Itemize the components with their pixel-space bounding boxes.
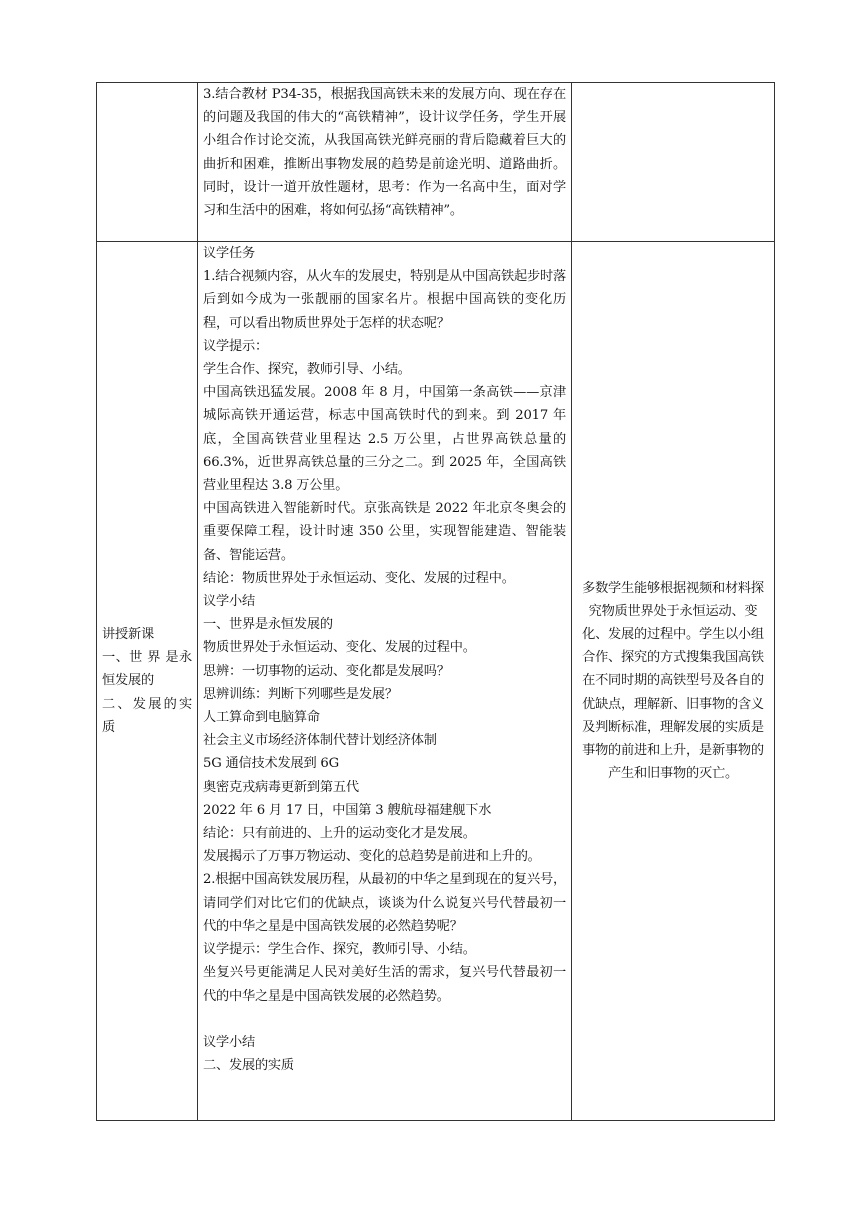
activity-paragraph: 3.结合教材 P34-35，根据我国高铁未来的发展方向、现在存在的问题及我国的伟大的“高铁精神”，设计议学任务，学生开展小组合作讨论交流，从我国高铁光鲜亮丽的背后隐藏着巨大的曲折和困难，推断出事物发展的趋势是前途光明、道路曲折。同时，设计一道开放性题材，思考：作为一名高中生，面对学习和生活中的困难，将如何弘扬“高铁精神”。 (203, 87, 566, 219)
activity-line: 议学提示：学生合作、探究，教师引导、小结。 (203, 942, 476, 958)
section-heading-1: 一、世 界 是永恒发展的 (102, 650, 192, 689)
activity-line: 2.根据中国高铁发展历程，从最初的中华之星到现在的复兴号，请同学们对比它们的优缺点，谈谈为什么说复兴号代替最初一代的中华之星是中国高铁发展的必然趋势呢？ (203, 872, 566, 934)
outcome-text: 多数学生能够根据视频和材料探究物质世界处于永恒运动、变化、发展的过程中。学生以小组合作、探究的方式搜集我国高铁在不同时期的高铁型号及各自的优缺点，理解新、旧事物的含义及判断标准，理解发展的实质是事物的前进和上升，是新事物的产生和旧事物的灭亡。 (582, 580, 764, 782)
activity-line: 学生合作、探究，教师引导、小结。 (203, 362, 411, 378)
lesson-plan-table (96, 82, 775, 1121)
activity-line: 物质世界处于永恒运动、变化、发展的过程中。 (203, 640, 476, 656)
activity-line: 社会主义市场经济体制代替计划经济体制 (203, 733, 437, 749)
activity-line: 思辨训练：判断下列哪些是发展？ (203, 686, 398, 702)
outcome-cell (572, 83, 775, 242)
outcome-cell (572, 242, 775, 1121)
blank-line (203, 1008, 566, 1031)
activity-line: 二、发展的实质 (203, 1058, 294, 1074)
activity-line: 2022 年 6 月 17 日，中国第 3 艘航母福建舰下水 (203, 802, 492, 818)
activity-line: 议学任务 (203, 246, 255, 261)
section-cell (97, 242, 198, 1121)
activity-line: 中国高铁进入智能新时代。京张高铁是 2022 年北京冬奥会的重要保障工程，设计时速 350 公里，实现智能建造、智能装备、智能运营。 (203, 501, 566, 563)
activity-cell (198, 83, 572, 242)
table-row (97, 83, 775, 242)
activity-line: 议学小结 (203, 1034, 255, 1050)
activity-cell (198, 242, 572, 1121)
activity-line: 议学小结 (203, 594, 255, 610)
activity-line: 发展揭示了万事万物运动、变化的总趋势是前进和上升的。 (203, 849, 541, 865)
activity-line: 结论：物质世界处于永恒运动、变化、发展的过程中。 (203, 570, 515, 586)
activity-line: 一、世界是永恒发展的 (203, 617, 333, 633)
activity-line: 中国高铁迅猛发展。2008 年 8 月，中国第一条高铁——京津城际高铁开通运营，标志中国高铁时代的到来。到 2017 年底，全国高铁营业里程达 2.5 万公里，占世界高铁总量的 66.3%，近世界高铁总量的三分之二。到 2025 年，全国高铁营业里程达 3.8 万公里。 (203, 385, 566, 494)
section-heading-2: 二、发展的实质 (102, 696, 192, 735)
activity-line: 1.结合视频内容，从火车的发展史，特别是从中国高铁起步时落后到如今成为一张靓丽的国家名片。根据中国高铁的变化历程，可以看出物质世界处于怎样的状态呢？ (203, 269, 566, 331)
activity-line: 奥密克戎病毒更新到第五代 (203, 779, 359, 795)
activity-line: 议学提示： (203, 338, 268, 354)
activity-line: 5G 通信技术发展到 6G (203, 756, 339, 772)
activity-line: 思辨：一切事物的运动、变化都是发展吗？ (203, 663, 450, 679)
activity-line: 坐复兴号更能满足人民对美好生活的需求，复兴号代替最初一代的中华之星是中国高铁发展的必然趋势。 (203, 965, 566, 1004)
section-cell (97, 83, 198, 242)
activity-line: 结论：只有前进的、上升的运动变化才是发展。 (203, 826, 476, 842)
table-row (97, 242, 775, 1121)
section-label: 讲授新课 (102, 626, 154, 642)
activity-line: 人工算命到电脑算命 (203, 710, 320, 726)
